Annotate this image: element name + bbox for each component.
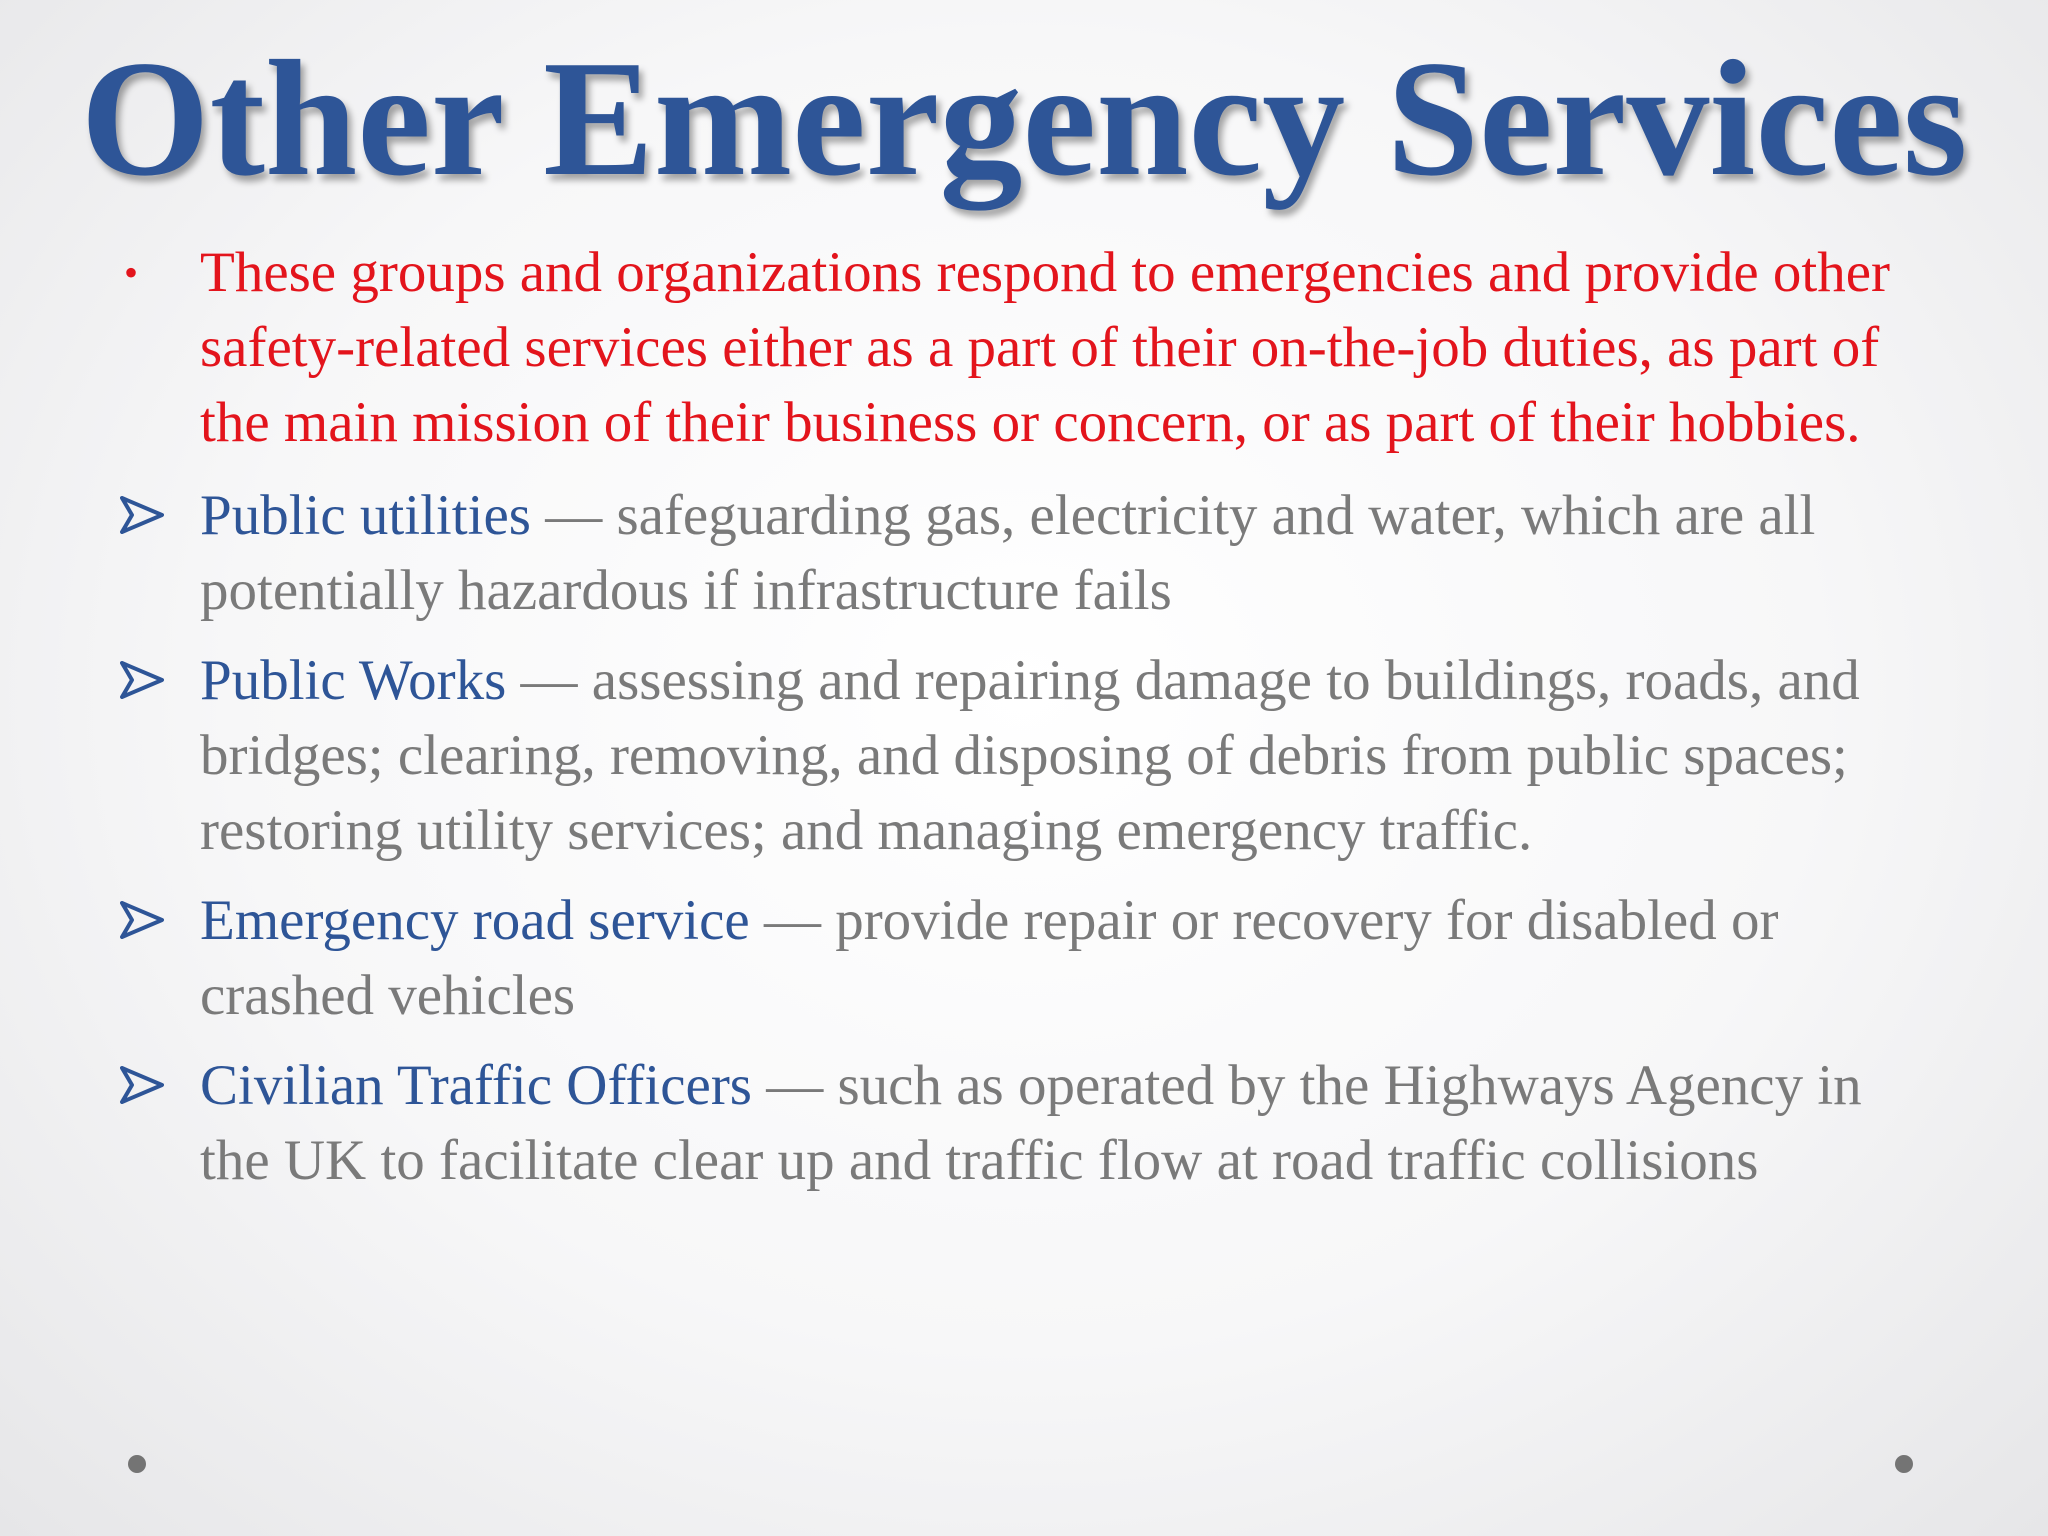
arrow-bullet-icon <box>120 496 168 536</box>
item-term: Emergency road service <box>200 889 750 952</box>
bullet-list <box>120 235 1930 1213</box>
slide-title: Other Emergency Services <box>80 26 1968 210</box>
bullet-dot-icon: • <box>124 250 139 295</box>
item-term: Public Works <box>200 649 507 712</box>
arrow-bullet-icon <box>120 901 168 941</box>
item-description: — such as operated by the Highways Agency in the UK to facilitate clear up and traffic flow at road traffic collisions <box>200 1054 1862 1192</box>
list-item-public-utilities <box>120 478 1930 628</box>
arrow-bullet-icon <box>120 661 168 701</box>
intro-bullet <box>120 235 1930 460</box>
item-term: Civilian Traffic Officers <box>200 1054 752 1117</box>
list-item-emergency-road-service <box>120 883 1930 1033</box>
corner-dot-icon <box>1895 1455 1913 1473</box>
item-description: — assessing and repairing damage to buildings, roads, and bridges; clearing, removing, and disposing of debris from public spaces; restoring utility services; and managing emergency traffic. <box>200 649 1860 862</box>
list-item-public-works <box>120 643 1930 868</box>
arrow-bullet-icon <box>120 1066 168 1106</box>
corner-dot-icon <box>128 1455 146 1473</box>
intro-text: These groups and organizations respond to emergencies and provide other safety-related services either as a part of their on-the-job duties, as part of the main mission of their business or concern, or as part of their hobbies. <box>200 241 1890 454</box>
list-item-civilian-traffic-officers <box>120 1048 1930 1198</box>
item-description: — provide repair or recovery for disabled or crashed vehicles <box>200 889 1779 1027</box>
item-term: Public utilities <box>200 484 531 547</box>
item-description: — safeguarding gas, electricity and water, which are all potentially hazardous if infrastructure fails <box>200 484 1816 622</box>
